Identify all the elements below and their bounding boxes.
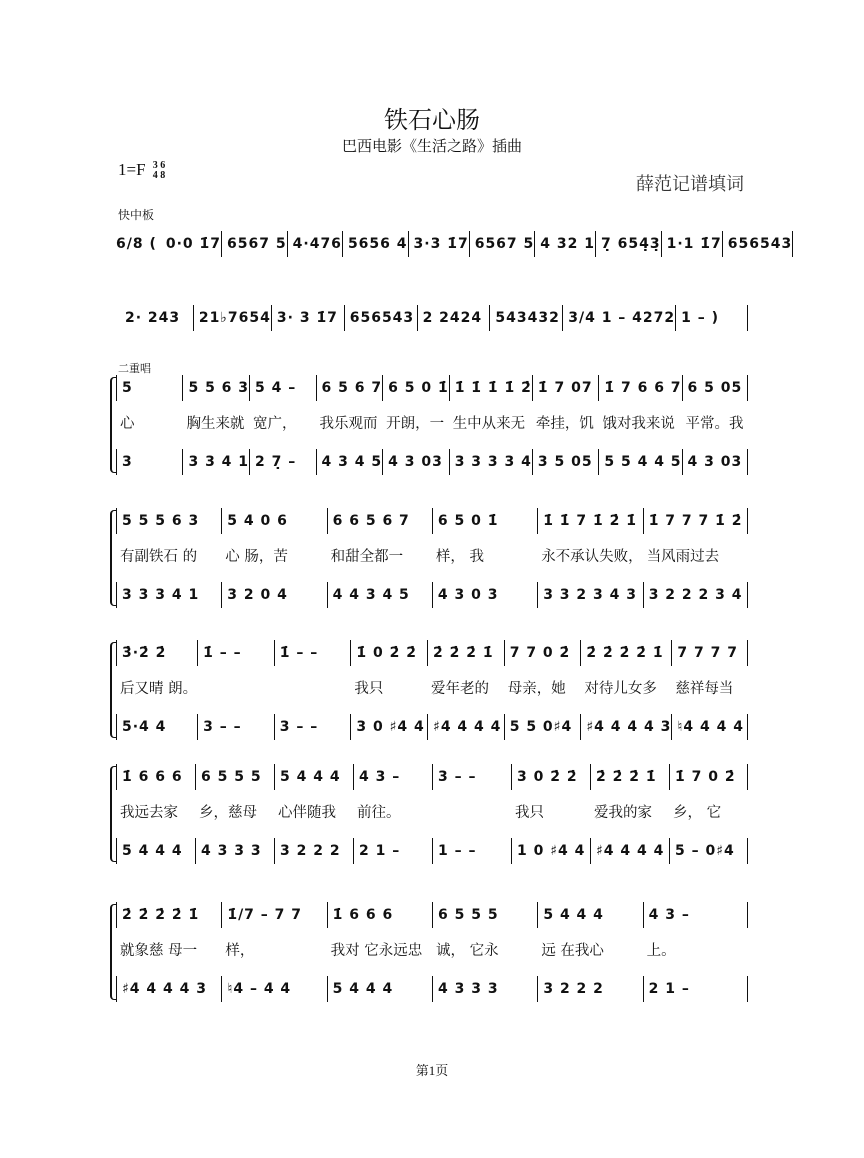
measure: 6567 5 [221,231,287,257]
melody-measure: 1̇/7 – 7 7 [221,902,326,928]
melody-measure: 3 – – [432,764,511,790]
key-signature [118,160,165,181]
system-grid [116,640,748,740]
measure: 3·3 1̇7 [408,231,469,257]
melody-measure: 5 5 5 6 3 [116,508,221,534]
lyric-text: 我只 [515,805,544,821]
lyric-text: 我对 它永远忠 [330,943,423,959]
harmony-measure: 3 3 2 3 4 3 [537,582,643,608]
author-credit: 薛范记谱填词 [636,174,744,195]
lyric-text: 爱年老的 [431,681,490,697]
melody-measure: 4 3 – [643,902,748,928]
harmony-measure: ♯4 4 4 4 [427,714,504,740]
melody-measure: 1̇ 6 6 6 [327,902,432,928]
system-brace [110,377,117,473]
lyric-text: 慈祥每当 [675,681,734,697]
melody-measure: 1̇ 7 0 2̇ [669,764,748,790]
duet-system [116,375,748,475]
melody-measure: 5 4 4 4 [274,764,353,790]
lyric-text: 当风雨过去 [646,549,720,565]
measure: 2 2424 [417,305,490,331]
melody-measure: 1̇ 0 2̇ 2̇ [350,640,427,666]
lyric-text: 乡， 它 [673,805,722,821]
harmony-measure: ♯4 4 4 4 3 [580,714,671,740]
harmony-measure: 3 0 ♯4 4 [350,714,427,740]
lyric-text: 就象慈 母一 [120,943,198,959]
lyric-text: 饿对我来说 [602,416,675,432]
melody-measure: 3̇·2̇ 2̇ [116,640,197,666]
harmony-measure: 4 4 3 4 5 [327,582,432,608]
harmony-measure: 3 3 3 3 4 [449,449,532,475]
lyric-text: 开朗，一 [386,416,445,432]
harmony-measure: ♮4 4 4 4 [671,714,748,740]
lyric-text [197,676,274,702]
melody-measure: 5 5 6 3 [182,375,249,401]
harmony-measure: 3 [116,449,182,475]
melody-measure: 1̇ 7 07 [532,375,598,401]
measure-grid [120,305,748,331]
harmony-measure: 4 3 0 3 [432,582,537,608]
melody-measure: 1̇ 7 6 6 7 [598,375,681,401]
melody-measure: 5 4 4 4 [537,902,642,928]
song-subtitle: 巴西电影《生活之路》插曲 [341,137,522,155]
harmony-measure: ♮4 – 4 4 [221,976,326,1002]
harmony-measure: 3 2 2 2 [537,976,642,1002]
lyric-text: 胸生来就 [186,416,245,432]
melody-measure: 2̇ 2̇ 2̇ 1̇ [427,640,504,666]
lyric-text: 乡，慈母 [199,805,257,821]
harmony-measure: 4 3 03 [682,449,748,475]
melody-measure: 2̇ 2̇ 2̇ 2̇ 1̇ [580,640,671,666]
melody-measure: 6 5 05 [682,375,748,401]
harmony-measure: 5 5 0♯4 [504,714,581,740]
lyric-text: 心 [120,416,135,432]
harmony-measure: 5 4 4 4 [116,838,195,864]
melody-measure: 6 5 5 5 [432,902,537,928]
tempo-marking: 快中板 [118,208,155,222]
melody-measure: 1̇ 1̇ 1̇ 1̇ 2̇ [449,375,532,401]
measure-grid [161,231,793,257]
measure: 3· 3 1̇7 [271,305,344,331]
lyric-text: 样， [225,943,255,959]
harmony-measure: 5 4 4 4 [327,976,432,1002]
melody-measure: 6 5 0 1̇ [432,508,537,534]
harmony-measure: 3 2 2 2 3 4 [643,582,748,608]
lyric-text: 诚， 它永 [436,943,499,959]
melody-measure: 7 7 0 2̇ [504,640,581,666]
harmony-measure: ♯4 4 4 4 [590,838,669,864]
melody-measure: 1̇ – – [197,640,274,666]
intro-prefix: 6/8 ( [116,236,157,252]
harmony-measure: 3 5 05 [532,449,598,475]
melody-measure: 2̇ 2̇ 2̇ 1̇ [590,764,669,790]
system-brace [110,904,117,1000]
harmony-measure: 3 2 2 2 [274,838,353,864]
lyric-text: 爱我的家 [594,805,652,821]
song-title: 铁石心肠 [384,106,480,134]
harmony-measure: 4 3 4 5 [316,449,383,475]
melody-measure: 5 [116,375,182,401]
measure: 4·476 [287,231,342,257]
melody-measure: 6 5 5 5 [195,764,274,790]
measure: 2· 243 [125,310,181,326]
melody-measure: 6 5 0 1̇ [382,375,449,401]
measure: 7̣ 654̣3̣ [595,231,661,257]
lyric-text: 心 肠，苦 [225,549,288,565]
harmony-measure: 4 3 3 3 [432,976,537,1002]
harmony-measure: 3 3 3 4 1 [116,582,221,608]
measure: 5656 4 [342,231,408,257]
measure: 0·0 1̇7 [165,236,222,252]
meter-bottom: 4 8 [152,170,166,182]
lyric-text: 前往。 [357,805,401,821]
lyric-text: 我远去家 [120,805,178,821]
page-number: 第1页 [415,1063,449,1078]
intro-line [116,306,748,330]
lyric-text: 远 在我心 [541,943,604,959]
harmony-measure: 4 3 03 [382,449,449,475]
system-brace [110,766,117,862]
duet-system [116,902,748,1002]
lyric-text [432,800,511,826]
measure: 543432 [489,305,562,331]
lyric-text: 生中从来无 [452,416,526,432]
lyric-text: 和甜全都一 [330,549,404,565]
measure: 656543 [722,231,793,257]
measure: 21♭7654 [193,305,271,331]
key-label: 1=F [118,160,146,179]
melody-measure: 7 7 7 7 [671,640,748,666]
harmony-measure: 3 2 0 4 [221,582,326,608]
duet-system [116,764,748,864]
duet-label: 二重唱 [118,362,151,375]
lyric-text: 永不承认失败， [541,549,643,565]
lyric-text: 我乐观而 [319,416,378,432]
harmony-measure: 2 1 – [353,838,432,864]
duet-system [116,508,748,608]
melody-measure: 4 3 – [353,764,432,790]
intro-line [116,232,793,256]
harmony-measure: 2 1 – [643,976,748,1002]
melody-measure: 6 6 5 6 7 [327,508,432,534]
lyric-text: 上。 [646,943,676,959]
melody-measure: 1̇ – – [274,640,351,666]
measure: 6567 5 [469,231,535,257]
harmony-measure: 3 3 4 1 [182,449,249,475]
system-grid [116,508,748,608]
system-brace [110,642,117,738]
harmony-measure: 2 7̣ – [249,449,315,475]
lyric-text: 样， 我 [435,549,484,565]
system-brace [110,510,117,606]
lyric-text: 心伴随我 [278,805,336,821]
meter-top: 3 6 [152,160,166,172]
lyric-text: 对待儿女多 [584,681,657,697]
lyric-text: 母亲，她 [507,681,566,697]
lyric-text: 我只 [354,681,384,697]
lyric-text: 有副铁石 的 [120,549,198,565]
lyric-text: 牵挂，饥 [535,416,594,432]
measure: 3/4 1 – 4272 [562,305,675,331]
harmony-measure: 3 – – [274,714,351,740]
harmony-measure: 1 – – [432,838,511,864]
harmony-measure: 4 3 3 3 [195,838,274,864]
time-signature [153,161,166,181]
melody-measure: 1̇ 7 7 7 1̇ 2̇ [643,508,748,534]
duet-system [116,640,748,740]
measure: 1 – ) [675,305,748,331]
melody-measure: 3 0 2̇ 2̇ [511,764,590,790]
system-grid [116,902,748,1002]
melody-measure: 2̇ 2̇ 2̇ 2̇ 1̇ [116,902,221,928]
lyric-text: 后又晴 朗。 [120,681,198,697]
harmony-measure: 1 0 ♯4 4 [511,838,590,864]
measure: 4 32 1 [534,231,595,257]
harmony-measure: 3 – – [197,714,274,740]
lyric-text: 宽广， [253,416,297,432]
system-grid [116,375,748,475]
harmony-measure: 5 – 0♯4 [669,838,748,864]
measure: 656543 [344,305,417,331]
harmony-measure: 5·4 4 [116,714,197,740]
melody-measure: 5 4 0 6 [221,508,326,534]
lyric-text [274,676,351,702]
measure: 1·1 1̇7 [661,231,722,257]
melody-measure: 1̇ 1̇ 7 1̇ 2̇ 1̇ [537,508,643,534]
system-grid [116,764,748,864]
lyric-text: 平常。我 [685,416,744,432]
harmony-measure: ♯4 4 4 4 3 [116,976,221,1002]
melody-measure: 5 4 – [249,375,315,401]
melody-measure: 1̇ 6 6 6 [116,764,195,790]
melody-measure: 6 5 6 7 [316,375,383,401]
harmony-measure: 5 5 4 4 5 [598,449,681,475]
